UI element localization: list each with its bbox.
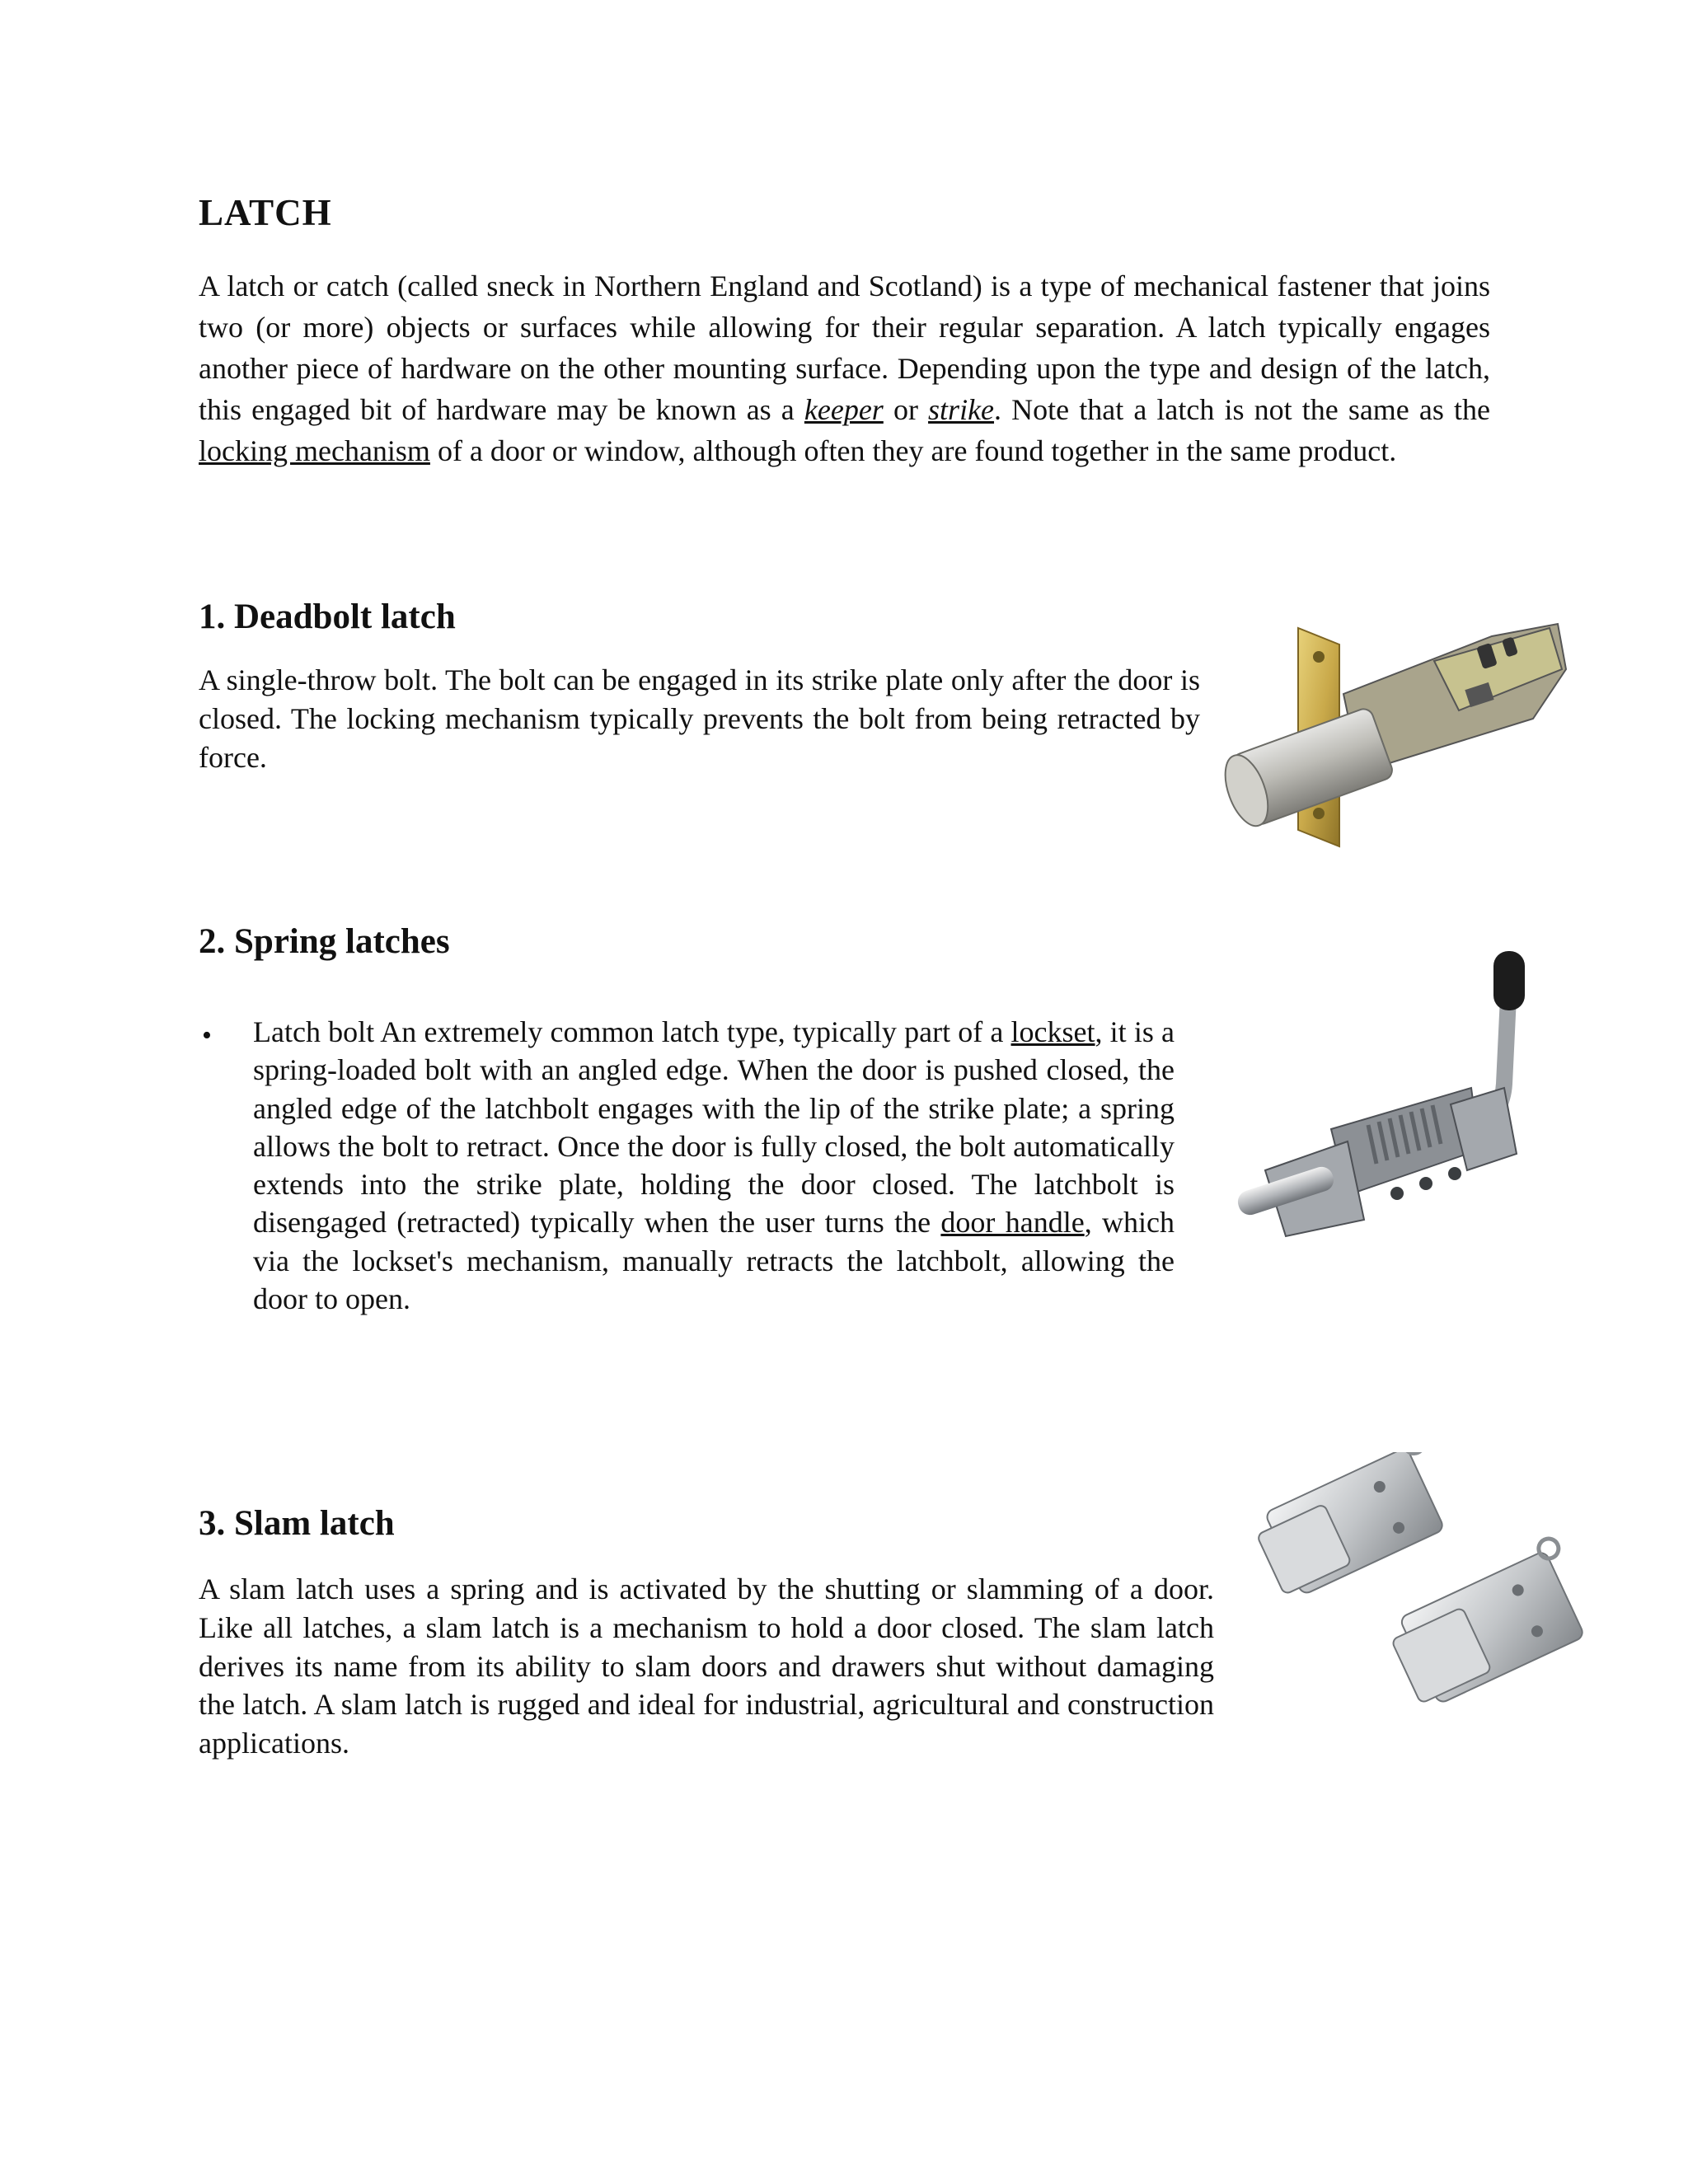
door-handle-link[interactable]: door handle <box>940 1206 1085 1240</box>
spring-latch-image <box>1232 948 1591 1261</box>
intro-text-3: of a door or window, although often they are found together in the same product. <box>429 434 1397 467</box>
intro-or: or <box>883 393 929 426</box>
lockset-link[interactable]: lockset <box>1010 1015 1095 1048</box>
deadbolt-latch-image <box>1220 595 1574 859</box>
spring-latch-paragraph <box>253 1013 1175 1318</box>
keeper-link[interactable]: keeper <box>804 393 884 426</box>
spring-text-3: , which via the lockset's mechanism, manually retracts the latchbolt, allowing the door to open. <box>253 1206 1175 1316</box>
bullet: • <box>202 1020 212 1051</box>
slam-latch-paragraph: A slam latch uses a spring and is activated by the shutting or slamming of a door. Like all latches, a slam latch is a mechanism to hold a door closed. The slam latch derives its name from its ability to slam doors and drawers shut without damaging the latch. A slam latch is rugged and ideal for industrial, agricultural and construction applications. <box>199 1572 1214 1760</box>
slam-latch-image <box>1253 1452 1607 1716</box>
intro-paragraph <box>199 265 1490 471</box>
spring-text-1: Latch bolt An extremely common latch type, typically part of a <box>253 1015 1011 1048</box>
locking-mechanism-link[interactable]: locking mechanism <box>199 434 430 467</box>
section-heading-spring-latches: 2. Spring latches <box>199 922 450 961</box>
strike-link[interactable]: strike <box>928 393 995 426</box>
page-title: LATCH <box>199 192 332 233</box>
intro-text-1: A latch or catch (called sneck in Northern England and Scotland) is a type of mechanical fastener that joins two (or more) objects or surfaces while allowing for their regular separation. A latch typically engages another piece of hardware on the other mounting surface. Depending upon the type and design of the latch, this engaged bit of hardware may be known as a <box>199 269 1490 426</box>
spring-text-2: , it is a spring-loaded bolt with an angled edge. When the door is pushed closed, the angled edge of the latchbolt engages with the lip of the strike plate; a spring allows the bolt to retract. Once the door is fully closed, the bolt automatically extends into the strike plate, holding the door closed. The latchbolt is disengaged (retracted) typically when the user turns the <box>253 1015 1175 1240</box>
section-heading-deadbolt: 1. Deadbolt latch <box>199 598 456 636</box>
section-heading-slam-latch: 3. Slam latch <box>199 1504 395 1543</box>
intro-text-2: . Note that a latch is not the same as the <box>994 393 1490 426</box>
deadbolt-paragraph: A single-throw bolt. The bolt can be engaged in its strike plate only after the door is closed. The locking mechanism typically prevents the bolt from being retracted by force. <box>199 663 1200 774</box>
